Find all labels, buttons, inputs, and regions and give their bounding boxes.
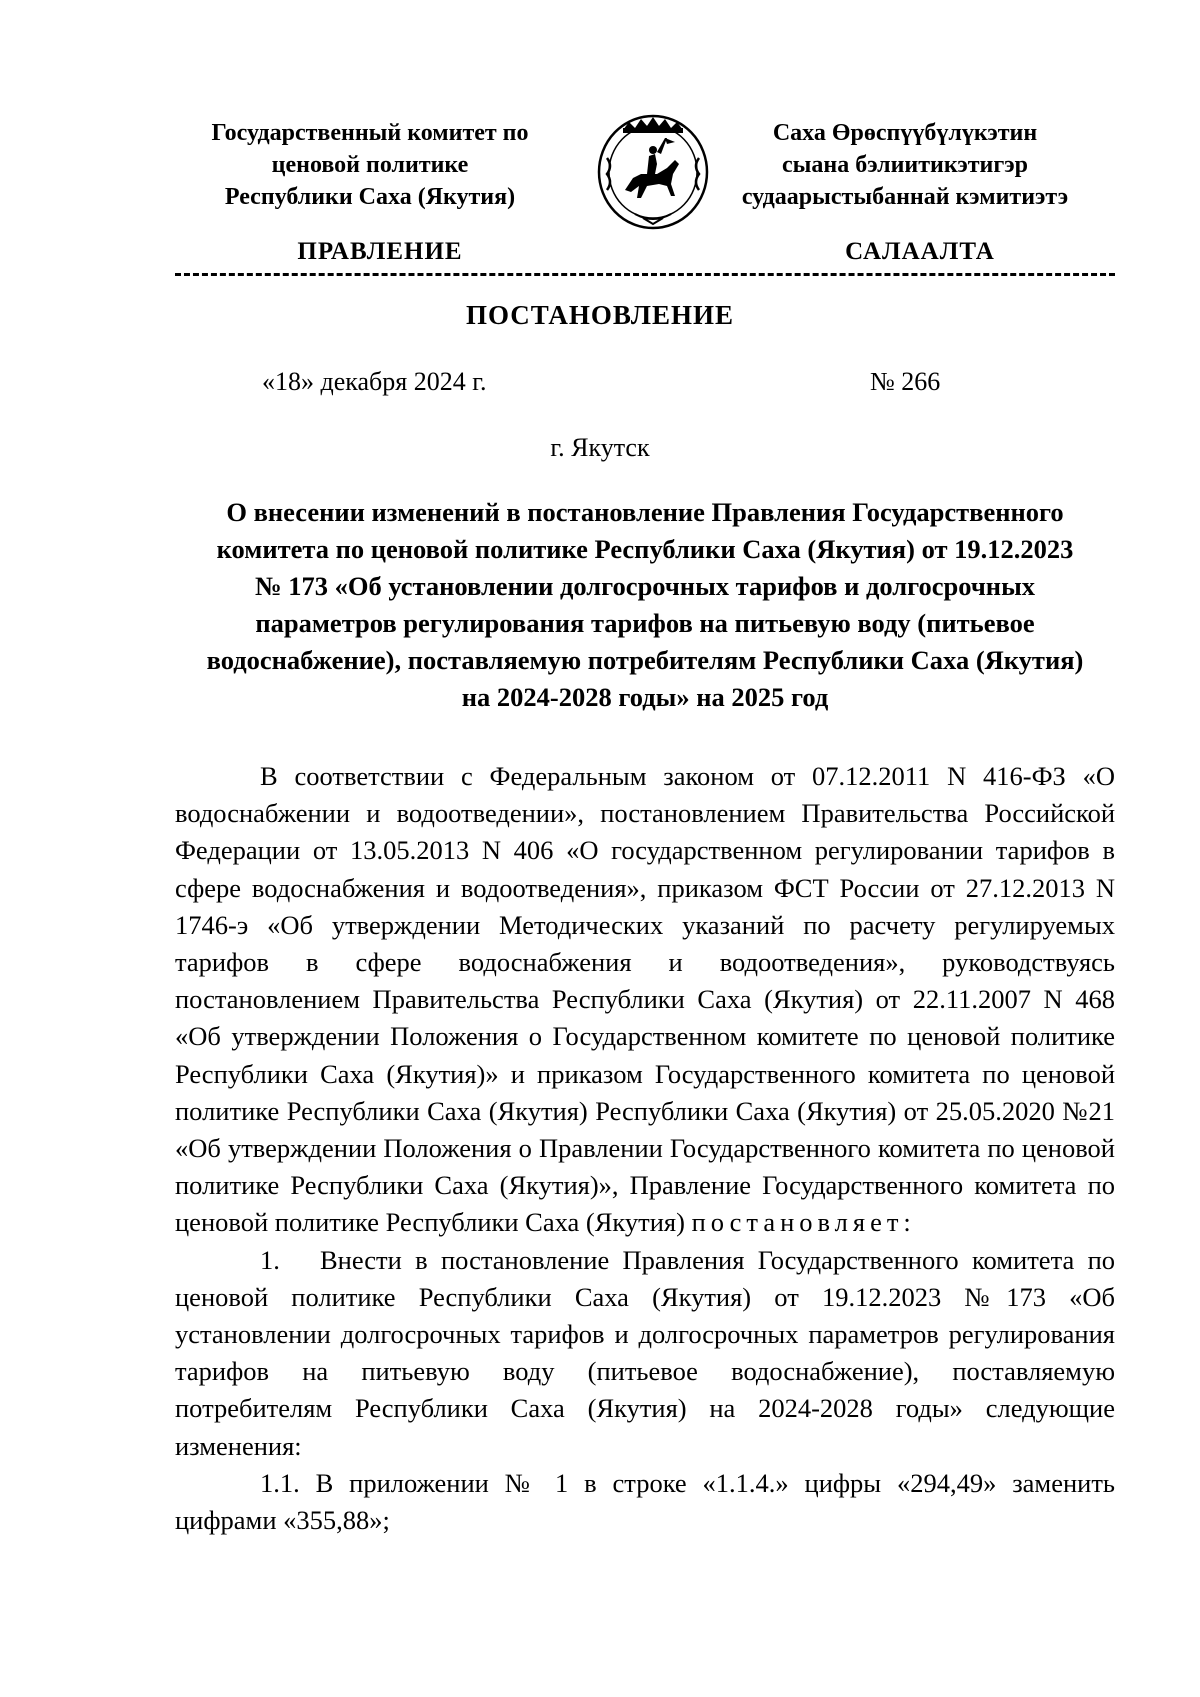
document-body [175,758,1115,1539]
sakha-republic-emblem-icon [595,108,711,232]
agency-name-sakha-line1: Саха Өрөспүүбүлүкэтин [772,120,1038,146]
subject-line: параметров регулирования тарифов на питьевую воду (питьевое [255,608,1035,638]
item-1-paragraph [175,1242,1115,1465]
subject-line: № 173 «Об установлении долгосрочных тарифов и долгосрочных [254,571,1036,601]
item-1-number: 1. [260,1244,280,1275]
agency-name-sakha [715,117,1095,213]
subject-line: водоснабжение), поставляемую потребителям Республики Саха (Якутия) [206,645,1084,675]
subject-line: комитета по ценовой политике Республики Саха (Якутия) от 19.12.2023 [216,534,1074,564]
resolves-text: постановляет: [691,1207,916,1238]
subject-line: О внесении изменений в постановление Правления Государственного [226,497,1064,527]
item-1-1-paragraph: 1.1. В приложении № 1 в строке «1.1.4.» цифры «294,49» заменить цифрами «355,88»; [175,1467,1115,1536]
agency-name-sakha-line3: судаарыстыбаннай кэмитиэтэ [741,184,1069,210]
header-divider [175,273,1115,276]
agency-name-ru-line3: Республики Саха (Якутия) [224,184,516,210]
document-type-title: ПОСТАНОВЛЕНИЕ [465,300,735,330]
document-number: № 266 [870,367,941,396]
preamble-paragraph [175,758,1115,1242]
board-label-russian: ПРАВЛЕНИЕ [297,238,463,265]
agency-name-ru-line1: Государственный комитет по [211,120,529,146]
item-1-text: Внести в постановление Правления Государственного комитета по ценовой политике Республики Саха (Якутия) от 19.12.2023 №173 «Об установлении долгосрочных тарифов и долгосрочных параметров регулирования тарифов на питьевую воду (питьевое водоснабжение), поставляемую потребителям Республики Саха (Якутия) на 2024-2028 годы» следующие изменения: [175,1244,1115,1461]
agency-name-ru-line2: ценовой политике [271,152,469,178]
agency-name-russian [180,117,560,213]
document-city: г. Якутск [550,433,650,462]
preamble-text: В соответствии с Федеральным законом от 07.12.2011 N 416-ФЗ «О водоснабжении и водоотведении», постановлением Правительства Российской Федерации от 13.05.2013 N 406 «О государственном регулировании тарифов в сфере водоснабжения и водоотведения», приказом ФСТ России от 27.12.2013 N 1746-э «Об утверждении Методических указаний по расчету регулируемых тарифов в сфере водоснабжения и водоотведения», руководствуясь постановлением Правительства Республики Саха (Якутия) от 22.11.2007 N 468 «Об утверждении Положения о Государственном комитете по ценовой политике Республики Саха (Якутия)» и приказом Государственного комитета по ценовой политике Республики Саха (Якутия) Республики Саха (Якутия) от 25.05.2020 №21 «Об утверждении Положения о Правлении Государственного комитета по ценовой политике Республики Саха (Якутия)», Правление Государственного комитета по ценовой политике Республики Саха (Якутия) [175,761,1115,1238]
subject-line: на 2024-2028 годы» на 2025 год [461,682,829,712]
agency-name-sakha-line2: сыана бэлиитикэтигэр [781,152,1028,178]
document-date: «18» декабря 2024 г. [262,367,487,396]
document-subject [175,494,1115,716]
board-label-sakha: САЛААЛТА [845,238,995,265]
